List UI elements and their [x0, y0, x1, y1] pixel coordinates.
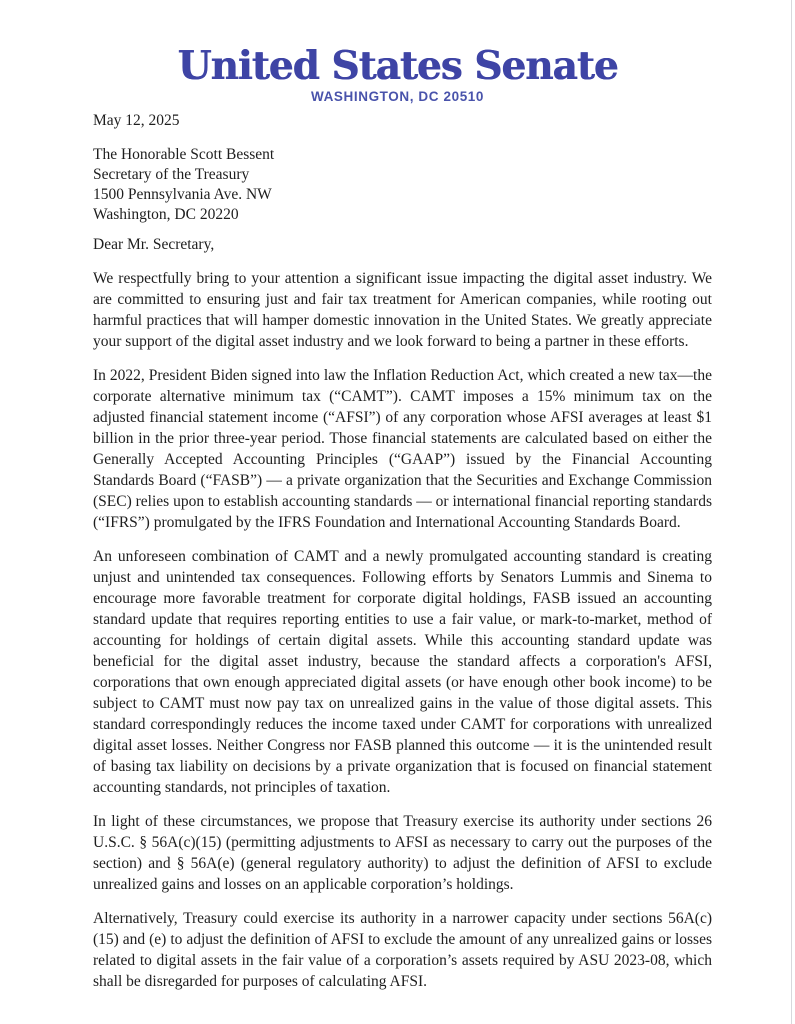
letterhead-location: WASHINGTON, DC 20510 — [310, 89, 485, 104]
salutation: Dear Mr. Secretary, — [93, 236, 215, 253]
body-paragraph-proposal: In light of these circumstances, we propose that Treasury exercise its authority under sections 26 U.S.C. § 56A(c)(15) (permitting adjustments to AFSI as necessary to carry out the purposes of the section) and § 56A(e) (general regulatory authority) to adjust the definition of AFSI to exclude unrealized gains and losses on an applicable corporation’s holdings. — [93, 813, 712, 893]
recipient-city-line: Washington, DC 20220 — [93, 206, 239, 223]
recipient-street-line: 1500 Pennsylvania Ave. NW — [93, 186, 272, 203]
recipient-name-line: The Honorable Scott Bessent — [93, 146, 275, 163]
body-paragraph-camt-background: In 2022, President Biden signed into law the Inflation Reduction Act, which created a new tax—the corporate alternative minimum tax (“CAMT”). CAMT imposes a 15% minimum tax on the adjusted financial statement income (“AFSI”) of any corporation whose AFSI averages at least $1 billion in the prior three-year period. Those financial statements are calculated based on either the Generally Accepted Accounting Principles (“GAAP”) issued by the Financial Accounting Standards Board (“FASB”) — a private organization that the Securities and Exchange Commission (SEC) relies upon to establish accounting standards — or international financial reporting standards (“IFRS”) promulgated by the IFRS Foundation and International Accounting Standards Board. — [93, 367, 712, 531]
date-line: May 12, 2025 — [93, 112, 180, 129]
letterhead — [83, 45, 712, 103]
body-paragraph-alternative: Alternatively, Treasury could exercise its authority in a narrower capacity under sections 56A(c)(15) and (e) to adjust the definition of AFSI to exclude the amount of any unrealized gains or losses related to digital assets in the fair value of a corporation’s assets required by ASU 2023-08, which shall be disregarded for purposes of calculating AFSI. — [93, 910, 712, 990]
recipient-address-block — [93, 145, 712, 225]
senate-wordmark: United States Senate — [177, 43, 618, 89]
body-paragraph-intro: We respectfully bring to your attention a significant issue impacting the digital asset industry. We are committed to ensuring just and fair tax treatment for American companies, while rooting out harmful practices that will hamper domestic innovation in the United States. We greatly appreciate your support of the digital asset industry and we look forward to being a partner in these efforts. — [93, 270, 712, 350]
recipient-title-line: Secretary of the Treasury — [93, 166, 250, 183]
body-paragraph-unintended-consequences: An unforeseen combination of CAMT and a newly promulgated accounting standard is creating unjust and unintended tax consequences. Following efforts by Senators Lummis and Sinema to encourage more favorable treatment for corporate digital holdings, FASB issued an accounting standard update that requires reporting entities to use a fair value, or mark-to-market, method of accounting for holdings of certain digital assets. While this accounting standard update was beneficial for the digital asset industry, because the standard affects a corporation's AFSI, corporations that own enough appreciated digital assets (or have enough other book income) to be subject to CAMT must now pay tax on unrealized gains in the value of those digital assets. This standard correspondingly reduces the income taxed under CAMT for corporations with unrealized digital asset losses. Neither Congress nor FASB planned this outcome — it is the unintended result of basing tax liability on decisions by a private organization that is focused on financial statement accounting standards, not principles of taxation. — [93, 548, 712, 796]
scan-edge-line — [791, 0, 792, 1024]
